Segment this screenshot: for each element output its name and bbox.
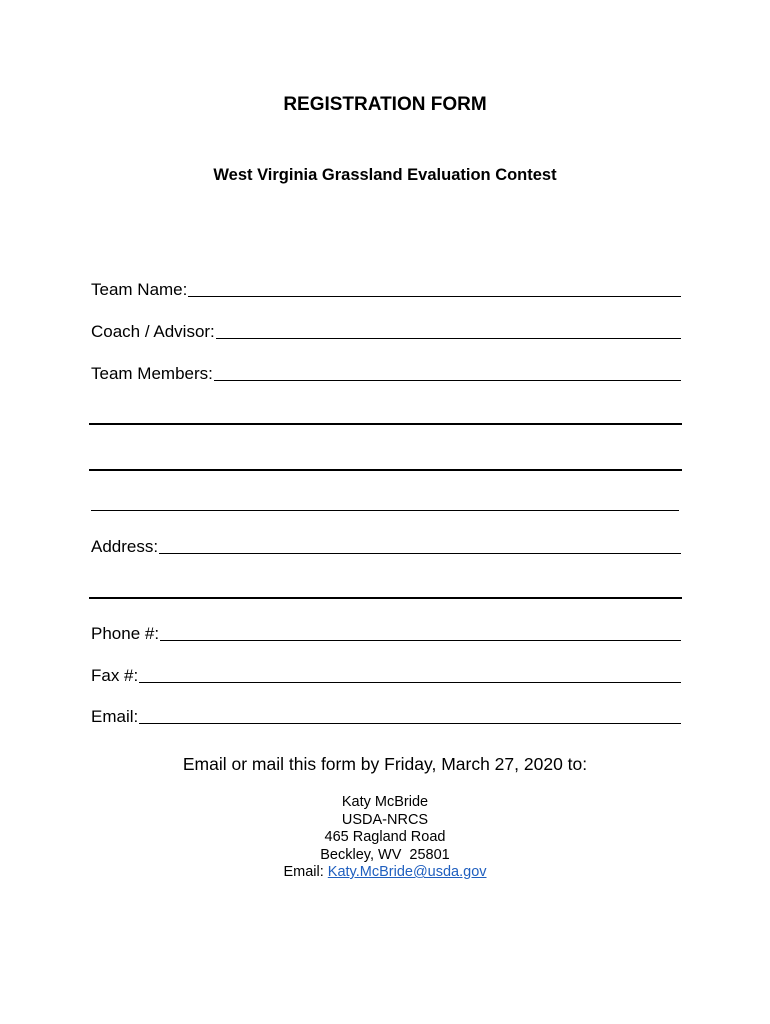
- team-name-line[interactable]: [188, 296, 681, 297]
- email-field[interactable]: [91, 703, 681, 727]
- contact-address-block: [0, 794, 770, 882]
- fax-label: Fax #:: [91, 666, 139, 685]
- address-field[interactable]: [91, 533, 681, 557]
- address-line[interactable]: [159, 553, 681, 554]
- fax-line[interactable]: [139, 682, 681, 683]
- coach-advisor-label: Coach / Advisor:: [91, 322, 215, 341]
- team-members-line[interactable]: [214, 380, 681, 381]
- email-label: Email:: [91, 707, 139, 726]
- team-name-label: Team Name:: [91, 280, 188, 299]
- address-label: Address:: [91, 537, 159, 556]
- team-members-line-4[interactable]: [91, 510, 679, 511]
- email-line[interactable]: [139, 723, 681, 724]
- team-members-line-2[interactable]: [89, 423, 682, 425]
- coach-advisor-line[interactable]: [216, 338, 681, 339]
- contact-org: USDA-NRCS: [341, 811, 429, 828]
- contact-city: Beckley, WV 25801: [320, 846, 450, 863]
- phone-label: Phone #:: [91, 624, 160, 643]
- phone-line[interactable]: [160, 640, 681, 641]
- team-members-line-3[interactable]: [89, 469, 682, 471]
- team-members-field[interactable]: [91, 360, 681, 384]
- coach-advisor-field[interactable]: [91, 318, 681, 342]
- contact-email-label: Email:: [283, 864, 328, 880]
- contact-email-line: [0, 864, 770, 882]
- address-line-2[interactable]: [89, 597, 682, 599]
- form-subtitle: West Virginia Grassland Evaluation Contest: [213, 166, 557, 184]
- phone-field[interactable]: [91, 620, 681, 644]
- fax-field[interactable]: [91, 662, 681, 686]
- form-title: REGISTRATION FORM: [283, 94, 487, 115]
- team-name-field[interactable]: [91, 276, 681, 300]
- contact-email-link[interactable]: Katy.McBride@usda.gov: [327, 864, 487, 880]
- team-members-label: Team Members:: [91, 364, 213, 383]
- contact-name: Katy McBride: [341, 794, 429, 810]
- contact-street: 465 Ragland Road: [324, 829, 446, 845]
- submission-instruction: Email or mail this form by Friday, March 27, 2020 to:: [182, 754, 588, 774]
